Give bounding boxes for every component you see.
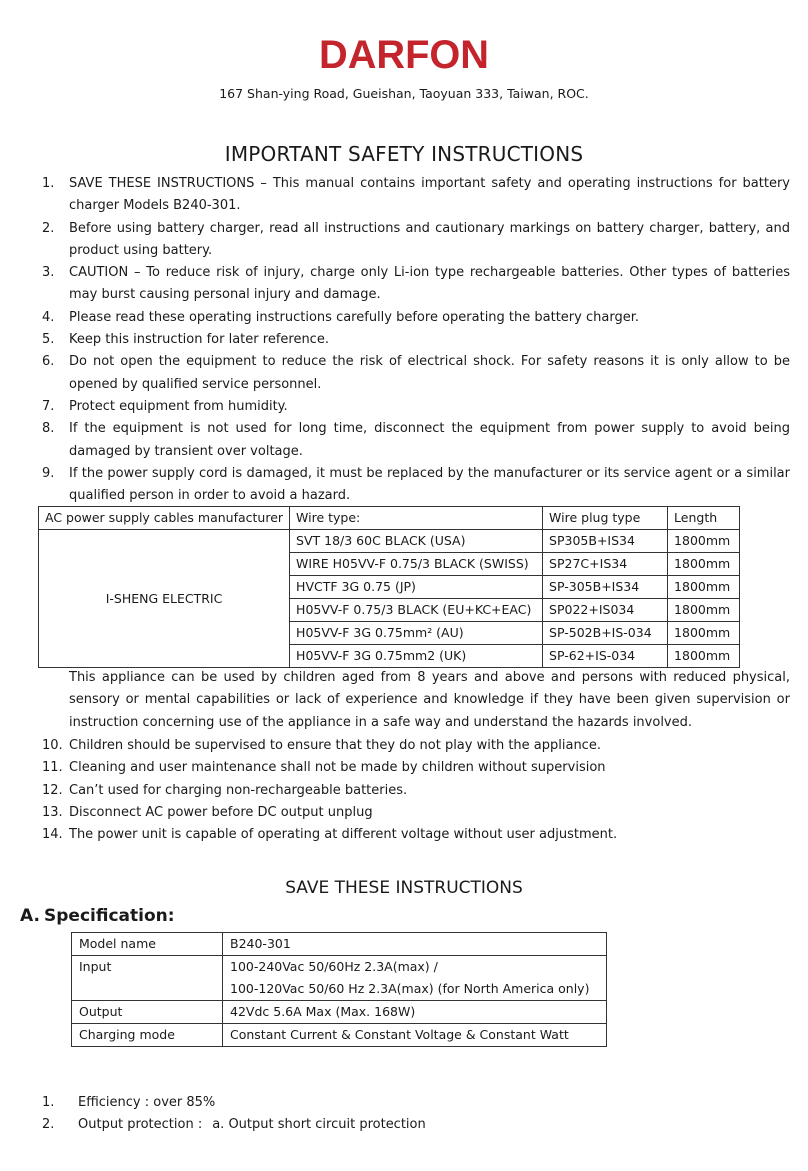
- table-cell: SP27C+IS34: [543, 553, 668, 576]
- list-item: 8. If the equipment is not used for long time, disconnect the equipment from power supply to avoid being damaged by transient over voltage.: [42, 421, 790, 459]
- table-cell: SVT 18/3 60C BLACK (USA): [290, 530, 543, 553]
- spec-name-cell: Charging mode: [72, 1024, 223, 1047]
- list-item: 5. Keep this instruction for later reference.: [42, 332, 329, 348]
- darfon-logo-graphic: [319, 34, 489, 74]
- specification-notes-list: [18, 1092, 426, 1137]
- table-header-cell: Wire plug type: [543, 507, 668, 530]
- list-item: 13. Disconnect AC power before DC output unplug: [42, 804, 373, 820]
- list-item: 10. Children should be supervised to ensure that they do not play with the appliance.: [42, 738, 601, 753]
- page-title: IMPORTANT SAFETY INSTRUCTIONS: [224, 142, 584, 166]
- save-instructions-heading: SAVE THESE INSTRUCTIONS: [285, 878, 523, 898]
- section-title: Specification:: [44, 906, 175, 926]
- table-cell: SP-502B+IS-034: [543, 622, 668, 645]
- table-header-cell: AC power supply cables manufacturer: [39, 507, 290, 530]
- list-item: 12. Can’t used for charging non-rechargeable batteries.: [42, 782, 408, 798]
- table-row: [72, 956, 607, 1001]
- list-item: 2. Output protection : a. Output short circuit protection: [42, 1117, 426, 1133]
- list-item: 1. Efficiency : over 85%: [42, 1095, 216, 1110]
- table-cell: SP305B+IS34: [543, 530, 668, 553]
- children-use-paragraph: This appliance can be used by children aged from 8 years and above and persons with reduced physical, sensory or mental capabilities or lack of experience and knowledge if they have been given supervision or instruction concerning use of the appliance in a safe way and understand the hazards involved.: [69, 670, 790, 730]
- specification-heading: [20, 906, 175, 926]
- table-header-row: [39, 507, 740, 530]
- power-cable-table: [38, 506, 740, 668]
- list-item: 3. CAUTION – To reduce risk of injury, charge only Li-ion type rechargeable batteries. Other types of batteries may burst causing personal injury and damage.: [42, 265, 790, 303]
- input-value-line: 100-240Vac 50/60Hz 2.3A(max) /: [230, 959, 438, 974]
- list-item: 9. If the power supply cord is damaged, it must be replaced by the manufacturer or its service agent or a similar qualified person in order to avoid a hazard.: [42, 465, 790, 504]
- section-label: A.: [20, 906, 40, 926]
- table-cell: 1800mm: [668, 553, 740, 576]
- table-cell: 1800mm: [668, 576, 740, 599]
- table-cell: HVCTF 3G 0.75 (JP): [290, 576, 543, 599]
- table-cell: 1800mm: [668, 530, 740, 553]
- table-row: [39, 530, 740, 553]
- spec-value-cell: [223, 956, 607, 1001]
- table-cell: WIRE H05VV-F 0.75/3 BLACK (SWISS): [290, 553, 543, 576]
- svg-text:DARFON: DARFON: [319, 34, 489, 74]
- list-item: 6. Do not open the equipment to reduce the risk of electrical shock. For safety reasons it is only allow to be opened by qualified service personnel.: [42, 354, 790, 392]
- list-item: 14. The power unit is capable of operating at different voltage without user adjustment.: [42, 827, 618, 843]
- safety-instructions-list-continued: [18, 735, 790, 846]
- table-cell: 1800mm: [668, 622, 740, 645]
- spec-name-cell: Output: [72, 1001, 223, 1024]
- table-row: [72, 1001, 607, 1024]
- table-cell: H05VV-F 3G 0.75mm2 (UK): [290, 645, 543, 668]
- table-cell: 1800mm: [668, 645, 740, 668]
- spec-name-cell: Model name: [72, 933, 223, 956]
- input-value-line: 100-120Vac 50/60 Hz 2.3A(max) (for North America only): [230, 981, 590, 996]
- manufacturer-cell: I-SHENG ELECTRIC: [39, 530, 290, 668]
- company-address: 167 Shan-ying Road, Gueishan, Taoyuan 333, Taiwan, ROC.: [219, 86, 589, 101]
- spec-value-cell: Constant Current & Constant Voltage & Constant Watt: [223, 1024, 607, 1047]
- table-cell: 1800mm: [668, 599, 740, 622]
- table-row: [72, 1024, 607, 1047]
- list-item: 2. Before using battery charger, read all instructions and cautionary markings on battery charger, battery, and product using battery.: [42, 220, 790, 258]
- spec-value-cell: 42Vdc 5.6A Max (Max. 168W): [223, 1001, 607, 1024]
- table-cell: SP-305B+IS34: [543, 576, 668, 599]
- spec-value-cell: B240-301: [223, 933, 607, 956]
- table-cell: SP-62+IS-034: [543, 645, 668, 668]
- list-item: 4. Please read these operating instructions carefully before operating the battery charger.: [42, 309, 639, 325]
- table-cell: SP022+IS034: [543, 599, 668, 622]
- specification-table: [71, 932, 607, 1047]
- spec-name-cell: Input: [72, 956, 223, 1001]
- safety-instructions-list: [18, 173, 790, 507]
- table-header-cell: Wire type:: [290, 507, 543, 530]
- table-header-cell: Length: [668, 507, 740, 530]
- list-item: 7. Protect equipment from humidity.: [42, 398, 288, 414]
- list-item: 1. SAVE THESE INSTRUCTIONS – This manual contains important safety and operating instructions for battery charger Models B240-301.: [42, 176, 790, 214]
- table-cell: H05VV-F 3G 0.75mm² (AU): [290, 622, 543, 645]
- list-item: 11. Cleaning and user maintenance shall not be made by children without supervision: [42, 760, 606, 776]
- table-cell: H05VV-F 0.75/3 BLACK (EU+KC+EAC): [290, 599, 543, 622]
- darfon-logo: [0, 34, 808, 78]
- table-row: [72, 933, 607, 956]
